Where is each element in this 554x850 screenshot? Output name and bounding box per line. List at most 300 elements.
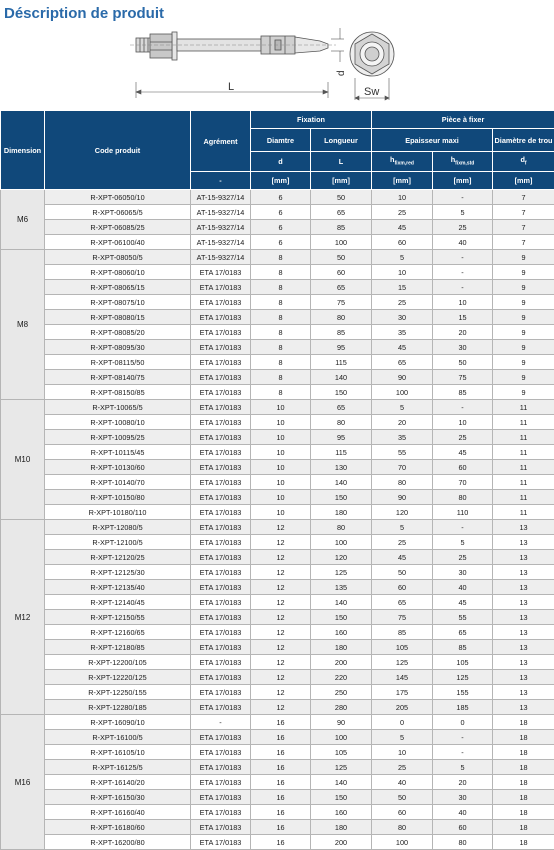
table-cell: 12 [251, 685, 311, 700]
table-cell: R-XPT-10095/25 [45, 430, 191, 445]
table-cell: 140 [311, 775, 372, 790]
table-cell: 100 [372, 385, 433, 400]
table-cell: ETA 17/0183 [191, 370, 251, 385]
table-cell: 11 [493, 490, 554, 505]
table-cell: 75 [372, 610, 433, 625]
table-cell: R-XPT-08095/30 [45, 340, 191, 355]
sym-h-std: $h_{fixm,std}$ [433, 152, 493, 172]
unit-d: [mm] [251, 172, 311, 190]
table-cell: R-XPT-08060/10 [45, 265, 191, 280]
table-cell: 115 [311, 355, 372, 370]
table-cell: 16 [251, 790, 311, 805]
table-cell: 11 [493, 445, 554, 460]
table-cell: ETA 17/0183 [191, 745, 251, 760]
table-row [1, 205, 554, 220]
table-cell: 25 [433, 550, 493, 565]
table-cell: ETA 17/0183 [191, 295, 251, 310]
table-cell: 18 [493, 805, 554, 820]
dimension-cell: M16 [1, 715, 45, 850]
table-cell: 11 [493, 460, 554, 475]
table-cell: ETA 17/0183 [191, 430, 251, 445]
table-cell: 9 [493, 310, 554, 325]
table-cell: 13 [493, 580, 554, 595]
table-cell: 105 [433, 655, 493, 670]
table-cell: 175 [372, 685, 433, 700]
label-Sw: Sw [364, 86, 379, 98]
table-cell: 145 [372, 670, 433, 685]
table-cell: 9 [493, 250, 554, 265]
table-cell: 13 [493, 565, 554, 580]
table-cell: R-XPT-08065/15 [45, 280, 191, 295]
table-cell: 8 [251, 370, 311, 385]
table-cell: 6 [251, 235, 311, 250]
table-cell: 85 [372, 625, 433, 640]
table-cell: 12 [251, 670, 311, 685]
table-cell: R-XPT-06050/10 [45, 190, 191, 205]
table-cell: 85 [311, 220, 372, 235]
table-cell: ETA 17/0183 [191, 385, 251, 400]
table-cell: 125 [311, 565, 372, 580]
table-cell: 20 [433, 775, 493, 790]
table-cell: 7 [493, 220, 554, 235]
table-cell: 12 [251, 550, 311, 565]
table-cell: R-XPT-08115/50 [45, 355, 191, 370]
table-cell: 55 [372, 445, 433, 460]
table-cell: 80 [433, 835, 493, 850]
sym-h-red: $h_{fixm,red}$ [372, 152, 433, 172]
table-cell: 12 [251, 640, 311, 655]
table-cell: 10 [251, 445, 311, 460]
dimension-cell: M12 [1, 520, 45, 715]
table-cell: 30 [433, 790, 493, 805]
label-d: d [336, 70, 347, 76]
dimension-cell: M6 [1, 190, 45, 250]
table-row [1, 235, 554, 250]
table-cell: 45 [372, 550, 433, 565]
table-cell: 9 [493, 325, 554, 340]
table-cell: 8 [251, 310, 311, 325]
table-cell: 6 [251, 205, 311, 220]
table-cell: 11 [493, 430, 554, 445]
table-cell: 11 [493, 415, 554, 430]
table-cell: 15 [372, 280, 433, 295]
table-cell: 16 [251, 835, 311, 850]
table-cell: R-XPT-12135/40 [45, 580, 191, 595]
table-cell: R-XPT-12280/185 [45, 700, 191, 715]
table-cell: 18 [493, 775, 554, 790]
table-cell: ETA 17/0183 [191, 670, 251, 685]
table-cell: 12 [251, 580, 311, 595]
header-longueur: Longueur [311, 129, 372, 152]
table-cell: R-XPT-16200/80 [45, 835, 191, 850]
table-cell: R-XPT-08075/10 [45, 295, 191, 310]
table-cell: 12 [251, 520, 311, 535]
table-cell: ETA 17/0183 [191, 565, 251, 580]
table-row [1, 565, 554, 580]
table-cell: 13 [493, 685, 554, 700]
table-cell: ETA 17/0183 [191, 355, 251, 370]
table-cell: 5 [433, 535, 493, 550]
table-cell: 60 [372, 580, 433, 595]
table-row [1, 370, 554, 385]
header-trou: Diamètre de trou [493, 129, 554, 152]
table-row [1, 550, 554, 565]
table-cell: ETA 17/0183 [191, 820, 251, 835]
table-cell: 13 [493, 700, 554, 715]
table-cell: 5 [372, 520, 433, 535]
page-title: Déscription de produit [4, 5, 164, 22]
dimension-cell: M10 [1, 400, 45, 520]
table-cell: AT-15-9327/14 [191, 250, 251, 265]
table-cell: 18 [493, 715, 554, 730]
table-cell: 9 [493, 340, 554, 355]
table-cell: 45 [372, 220, 433, 235]
table-cell: ETA 17/0183 [191, 280, 251, 295]
table-cell: ETA 17/0183 [191, 490, 251, 505]
table-cell: ETA 17/0183 [191, 610, 251, 625]
table-cell: ETA 17/0183 [191, 415, 251, 430]
table-cell: 10 [251, 460, 311, 475]
table-row [1, 505, 554, 520]
table-cell: 8 [251, 295, 311, 310]
table-row [1, 820, 554, 835]
table-cell: 5 [372, 730, 433, 745]
table-cell: 90 [372, 490, 433, 505]
table-cell: 180 [311, 640, 372, 655]
table-cell: 110 [433, 505, 493, 520]
table-cell: R-XPT-12180/85 [45, 640, 191, 655]
sym-L: L [311, 152, 372, 172]
table-cell: AT-15-9327/14 [191, 205, 251, 220]
table-cell: 6 [251, 220, 311, 235]
table-cell: 85 [433, 385, 493, 400]
table-cell: 11 [493, 400, 554, 415]
table-cell: 5 [372, 400, 433, 415]
header-code: Code produit [45, 111, 191, 190]
table-cell: 10 [251, 430, 311, 445]
table-row [1, 610, 554, 625]
table-cell: 10 [433, 295, 493, 310]
table-cell: 135 [311, 580, 372, 595]
table-cell: ETA 17/0183 [191, 775, 251, 790]
table-cell: ETA 17/0183 [191, 400, 251, 415]
table-cell: 8 [251, 325, 311, 340]
table-cell: 13 [493, 550, 554, 565]
table-cell: 25 [433, 220, 493, 235]
table-cell: 13 [493, 610, 554, 625]
table-cell: 10 [251, 505, 311, 520]
table-cell: 18 [493, 835, 554, 850]
table-cell: 8 [251, 265, 311, 280]
table-row [1, 325, 554, 340]
table-row [1, 595, 554, 610]
table-cell: 11 [493, 475, 554, 490]
table-cell: 80 [311, 520, 372, 535]
table-cell: 7 [493, 205, 554, 220]
table-cell: ETA 17/0183 [191, 730, 251, 745]
table-cell: 16 [251, 805, 311, 820]
table-cell: R-XPT-12125/30 [45, 565, 191, 580]
table-row [1, 250, 554, 265]
table-cell: 16 [251, 745, 311, 760]
table-row [1, 760, 554, 775]
table-cell: 35 [372, 430, 433, 445]
table-cell: R-XPT-10065/5 [45, 400, 191, 415]
table-cell: 60 [311, 265, 372, 280]
unit-df: [mm] [493, 172, 554, 190]
unit-h-red: [mm] [372, 172, 433, 190]
table-cell: 200 [311, 835, 372, 850]
table-row [1, 295, 554, 310]
table-cell: ETA 17/0183 [191, 325, 251, 340]
table-cell: 8 [251, 280, 311, 295]
table-cell: 25 [433, 430, 493, 445]
table-cell: 105 [311, 745, 372, 760]
table-cell: 100 [372, 835, 433, 850]
header-epaisseur: Epaisseur maxi [372, 129, 493, 152]
table-cell: 50 [372, 565, 433, 580]
table-cell: R-XPT-08085/20 [45, 325, 191, 340]
table-cell: R-XPT-16090/10 [45, 715, 191, 730]
table-cell: ETA 17/0183 [191, 550, 251, 565]
table-cell: R-XPT-12200/105 [45, 655, 191, 670]
table-cell: R-XPT-06065/5 [45, 205, 191, 220]
table-cell: 40 [372, 775, 433, 790]
table-cell: R-XPT-12080/5 [45, 520, 191, 535]
table-cell: 5 [433, 760, 493, 775]
table-cell: 150 [311, 385, 372, 400]
table-cell: 40 [433, 235, 493, 250]
table-cell: ETA 17/0183 [191, 580, 251, 595]
table-cell: R-XPT-10080/10 [45, 415, 191, 430]
table-cell: AT-15-9327/14 [191, 220, 251, 235]
table-row [1, 535, 554, 550]
table-cell: - [433, 520, 493, 535]
table-cell: R-XPT-08080/15 [45, 310, 191, 325]
table-cell: 140 [311, 595, 372, 610]
table-cell: 30 [433, 565, 493, 580]
table-cell: ETA 17/0183 [191, 655, 251, 670]
table-row [1, 460, 554, 475]
table-cell: 95 [311, 340, 372, 355]
table-cell: ETA 17/0183 [191, 535, 251, 550]
table-row [1, 730, 554, 745]
table-cell: 8 [251, 385, 311, 400]
table-cell: 60 [433, 460, 493, 475]
table-cell: 85 [311, 325, 372, 340]
table-cell: 150 [311, 610, 372, 625]
table-row [1, 625, 554, 640]
table-row [1, 310, 554, 325]
table-cell: 180 [311, 820, 372, 835]
table-cell: 10 [251, 415, 311, 430]
table-row [1, 475, 554, 490]
table-cell: 100 [311, 535, 372, 550]
table-cell: R-XPT-06085/25 [45, 220, 191, 235]
table-cell: 100 [311, 730, 372, 745]
table-cell: 50 [433, 355, 493, 370]
table-cell: 13 [493, 520, 554, 535]
table-cell: 45 [433, 595, 493, 610]
table-cell: 20 [433, 325, 493, 340]
table-cell: 60 [433, 820, 493, 835]
table-cell: 80 [311, 310, 372, 325]
table-cell: 9 [493, 370, 554, 385]
table-cell: 0 [433, 715, 493, 730]
table-row [1, 190, 554, 205]
table-row [1, 790, 554, 805]
table-cell: R-XPT-10150/80 [45, 490, 191, 505]
table-row [1, 430, 554, 445]
table-cell: R-XPT-12140/45 [45, 595, 191, 610]
table-cell: 18 [493, 745, 554, 760]
table-cell: 9 [493, 280, 554, 295]
header-dimension: Dimension [1, 111, 45, 190]
table-cell: 280 [311, 700, 372, 715]
table-cell: 100 [311, 235, 372, 250]
table-row [1, 670, 554, 685]
table-cell: 30 [372, 310, 433, 325]
table-cell: ETA 17/0183 [191, 760, 251, 775]
sym-df: $d_f$ [493, 152, 554, 172]
table-cell: 115 [311, 445, 372, 460]
table-cell: 12 [251, 625, 311, 640]
unit-L: [mm] [311, 172, 372, 190]
table-row [1, 700, 554, 715]
table-cell: - [433, 730, 493, 745]
table-cell: 6 [251, 190, 311, 205]
table-cell: 16 [251, 775, 311, 790]
table-cell: 8 [251, 355, 311, 370]
header-diametre: Diamtre [251, 129, 311, 152]
bolt-side-view [130, 32, 336, 60]
table-cell: 90 [311, 715, 372, 730]
table-cell: AT-15-9327/14 [191, 235, 251, 250]
table-cell: - [433, 265, 493, 280]
table-cell: R-XPT-16100/5 [45, 730, 191, 745]
table-cell: R-XPT-12220/125 [45, 670, 191, 685]
table-cell: 40 [433, 805, 493, 820]
table-cell: 55 [433, 610, 493, 625]
table-cell: 10 [251, 490, 311, 505]
table-cell: ETA 17/0183 [191, 835, 251, 850]
table-cell: 65 [372, 595, 433, 610]
table-cell: R-XPT-08150/85 [45, 385, 191, 400]
table-cell: ETA 17/0183 [191, 805, 251, 820]
unit-h-std: [mm] [433, 172, 493, 190]
table-cell: 7 [493, 190, 554, 205]
table-cell: R-XPT-16125/5 [45, 760, 191, 775]
table-row [1, 640, 554, 655]
table-cell: 13 [493, 640, 554, 655]
table-row [1, 520, 554, 535]
table-cell: R-XPT-10180/110 [45, 505, 191, 520]
table-cell: R-XPT-12250/155 [45, 685, 191, 700]
table-cell: 105 [372, 640, 433, 655]
table-cell: ETA 17/0183 [191, 475, 251, 490]
table-cell: 13 [493, 670, 554, 685]
hex-nut-end-view [350, 32, 394, 76]
table-cell: 80 [372, 820, 433, 835]
table-cell: 95 [311, 430, 372, 445]
table-cell: 10 [372, 745, 433, 760]
anchor-bolt-drawing [0, 20, 554, 110]
table-cell: 65 [311, 280, 372, 295]
table-cell: 70 [433, 475, 493, 490]
table-cell: 50 [311, 190, 372, 205]
diameter-dimension [331, 28, 344, 62]
table-cell: 9 [493, 265, 554, 280]
table-cell: - [433, 190, 493, 205]
table-cell: R-XPT-06100/40 [45, 235, 191, 250]
table-row [1, 805, 554, 820]
table-cell: 65 [372, 355, 433, 370]
table-cell: 60 [372, 805, 433, 820]
table-cell: ETA 17/0183 [191, 685, 251, 700]
sym-d: d [251, 152, 311, 172]
table-cell: 15 [433, 310, 493, 325]
table-cell: 35 [372, 325, 433, 340]
table-cell: 5 [372, 250, 433, 265]
table-cell: 13 [493, 535, 554, 550]
header-piece: Pièce à fixer [372, 111, 554, 129]
table-cell: 60 [372, 235, 433, 250]
table-cell: 12 [251, 595, 311, 610]
table-cell: 12 [251, 565, 311, 580]
table-cell: 9 [493, 385, 554, 400]
table-cell: 140 [311, 370, 372, 385]
table-cell: 8 [251, 250, 311, 265]
table-cell: 90 [372, 370, 433, 385]
table-cell: 18 [493, 730, 554, 745]
table-cell: 25 [372, 760, 433, 775]
table-row [1, 715, 554, 730]
table-cell: 40 [433, 580, 493, 595]
table-cell: 12 [251, 535, 311, 550]
dimension-cell: M8 [1, 250, 45, 400]
table-cell: 13 [493, 625, 554, 640]
table-cell: 250 [311, 685, 372, 700]
table-cell: 11 [493, 505, 554, 520]
table-cell: 70 [372, 460, 433, 475]
table-cell: 18 [493, 760, 554, 775]
label-L: L [228, 81, 234, 93]
table-cell: ETA 17/0183 [191, 595, 251, 610]
table-row [1, 415, 554, 430]
table-row [1, 280, 554, 295]
table-cell: 7 [493, 235, 554, 250]
table-cell: - [433, 280, 493, 295]
table-cell: 16 [251, 820, 311, 835]
table-cell: 75 [311, 295, 372, 310]
table-cell: 80 [311, 415, 372, 430]
table-cell: R-XPT-16105/10 [45, 745, 191, 760]
table-cell: ETA 17/0183 [191, 640, 251, 655]
table-cell: 125 [433, 670, 493, 685]
table-cell: 160 [311, 625, 372, 640]
table-cell: 45 [372, 340, 433, 355]
table-cell: ETA 17/0183 [191, 310, 251, 325]
table-cell: 10 [372, 190, 433, 205]
table-cell: ETA 17/0183 [191, 265, 251, 280]
table-cell: 220 [311, 670, 372, 685]
table-cell: 16 [251, 760, 311, 775]
table-cell: 125 [372, 655, 433, 670]
table-cell: ETA 17/0183 [191, 460, 251, 475]
table-cell: 150 [311, 490, 372, 505]
table-row [1, 445, 554, 460]
table-cell: 12 [251, 655, 311, 670]
